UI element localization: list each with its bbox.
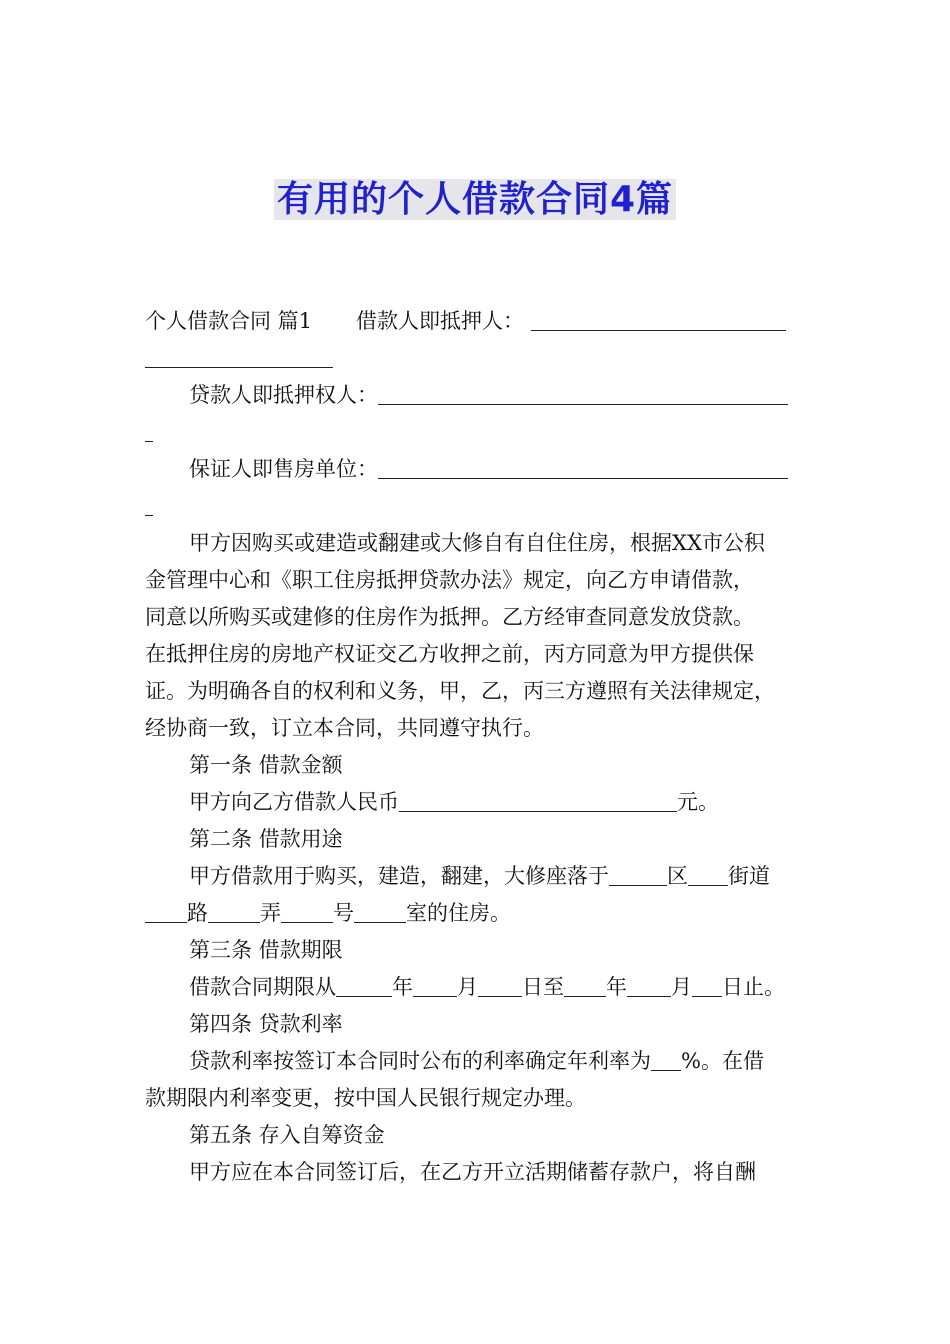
lender-blank xyxy=(378,382,788,405)
article-4-text-before: 贷款利率按签订本合同时公布的利率确定年利率为 xyxy=(189,1049,651,1073)
day-end-label: 日止。 xyxy=(722,975,785,999)
article-1-heading: 第一条 借款金额 xyxy=(189,753,343,777)
borrower-label: 借款人即抵押人： xyxy=(356,309,525,333)
number-label: 号 xyxy=(333,901,354,925)
article-1-text-before: 甲方向乙方借款人民币 xyxy=(189,790,399,814)
number-blank xyxy=(281,900,333,923)
room-blank xyxy=(354,900,406,923)
article-4-line-2: 款期限内利率变更，按中国人民银行规定办理。 xyxy=(145,1086,586,1110)
road-blank xyxy=(145,900,187,923)
article-1-text-after: 元。 xyxy=(677,790,719,814)
guarantor-blank-continued xyxy=(145,488,810,525)
article-2-text: 甲方借款用于购买，建造，翻建，大修座落于 xyxy=(189,864,609,888)
guarantor-label: 保证人即售房单位： xyxy=(189,457,378,481)
year2-label: 年 xyxy=(606,975,627,999)
article-4-line-1 xyxy=(145,1043,810,1080)
room-label: 室的住房。 xyxy=(406,901,511,925)
end-month-blank xyxy=(627,974,671,997)
district-label: 区 xyxy=(667,864,688,888)
month2-label: 月 xyxy=(671,975,692,999)
end-day-blank xyxy=(692,974,722,997)
guarantor-blank-2 xyxy=(145,493,153,516)
lender-blank-2 xyxy=(145,419,153,442)
article-3-heading: 第三条 借款期限 xyxy=(189,938,343,962)
article-3-text xyxy=(145,969,810,1006)
street-blank xyxy=(688,863,728,886)
lender-label: 贷款人即抵押权人： xyxy=(189,383,378,407)
rate-blank xyxy=(651,1048,681,1071)
start-day-blank xyxy=(478,974,522,997)
guarantor-blank xyxy=(378,456,788,479)
day-to-label: 日至 xyxy=(522,975,564,999)
preamble-line: 金管理中心和《职工住房抵押贷款办法》规定，向乙方申请借款， xyxy=(145,568,754,592)
start-year-blank xyxy=(336,974,392,997)
article-2-line-2 xyxy=(145,895,810,932)
article-1-text xyxy=(145,784,810,821)
preamble-line: 同意以所购买或建修的住房作为抵押。乙方经审查同意发放贷款。 xyxy=(145,605,754,629)
year-label: 年 xyxy=(392,975,413,999)
amount-blank xyxy=(399,789,677,812)
section-label: 个人借款合同 篇1 xyxy=(145,309,313,333)
guarantor-line xyxy=(145,451,810,488)
borrower-blank xyxy=(531,308,786,331)
article-3-text-before: 借款合同期限从 xyxy=(189,975,336,999)
document-title xyxy=(0,176,950,224)
preamble-line: 在抵押住房的房地产权证交乙方收押之前，丙方同意为甲方提供保 xyxy=(145,642,754,666)
preamble-line: 经协商一致，订立本合同，共同遵守执行。 xyxy=(145,716,544,740)
article-2-line-1 xyxy=(145,858,810,895)
article-2-heading: 第二条 借款用途 xyxy=(189,827,343,851)
lane-label: 弄 xyxy=(260,901,281,925)
lender-blank-continued xyxy=(145,414,810,451)
road-label: 路 xyxy=(187,901,208,925)
document-body xyxy=(145,303,810,1191)
lane-blank xyxy=(208,900,260,923)
street-label: 街道 xyxy=(728,864,770,888)
title-text: 有用的个人借款合同4篇 xyxy=(274,179,676,220)
start-month-blank xyxy=(413,974,457,997)
lender-line xyxy=(145,377,810,414)
article-4-heading: 第四条 贷款利率 xyxy=(189,1012,343,1036)
header-line xyxy=(145,303,810,340)
article-5-heading: 第五条 存入自筹资金 xyxy=(189,1123,385,1147)
article-4-text-after: %。在借 xyxy=(681,1049,764,1073)
borrower-blank-continued xyxy=(145,340,810,377)
district-blank xyxy=(609,863,667,886)
article-5-line-1: 甲方应在本合同签订后，在乙方开立活期储蓄存款户，将自酬 xyxy=(189,1160,756,1184)
borrower-blank-2 xyxy=(145,345,333,368)
preamble-line: 甲方因购买或建造或翻建或大修自有自住住房，根据XX市公积 xyxy=(189,531,765,555)
end-year-blank xyxy=(564,974,606,997)
month-label: 月 xyxy=(457,975,478,999)
preamble-line: 证。为明确各自的权利和义务，甲，乙，丙三方遵照有关法律规定， xyxy=(145,679,775,703)
